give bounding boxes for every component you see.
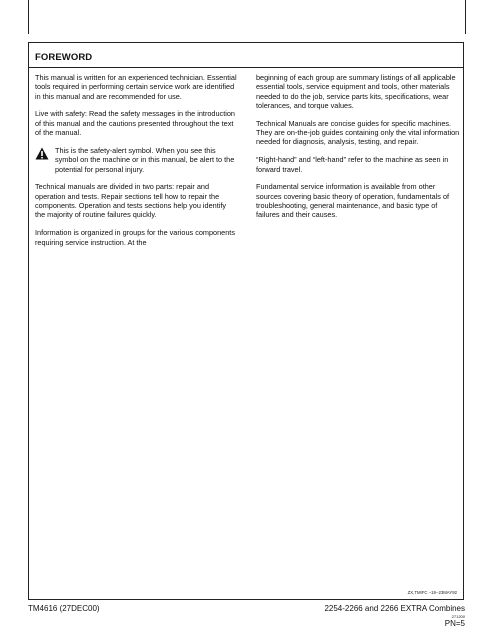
paragraph: This manual is written for an experienced technician. Essential tools required in performing certain service work are identified in this manual and are recommended for use.	[35, 73, 237, 101]
paragraph: “Right-hand” and “left-hand” refer to the machine as seen in forward travel.	[256, 155, 449, 174]
warning-triangle-icon	[35, 147, 49, 160]
paragraph: Live with safety: Read the safety messages in the introduction of this manual and the cautions presented throughout the text of the manual.	[35, 109, 235, 138]
footer-title: 2254-2266 and 2266 EXTRA Combines	[324, 604, 465, 613]
safety-alert	[35, 146, 237, 174]
paragraph: Technical Manuals are concise guides for specific machines. They are on-the-job guides containing only the vital information needed for diagnosis, analysis, testing, and repair.	[256, 118, 460, 147]
page-title: FOREWORD	[35, 52, 93, 63]
right-column	[256, 73, 460, 220]
left-column	[35, 73, 237, 247]
alert-text: This is the safety-alert symbol. When you see this symbol on the machine or in this manual, be alert to the potential for personal injury.	[55, 145, 235, 174]
title-divider	[29, 67, 463, 68]
footer-date-code: 271200	[451, 613, 465, 619]
footer-right	[324, 604, 465, 628]
page-number: PN=5	[444, 618, 465, 628]
top-frame	[28, 0, 466, 34]
paragraph: Information is organized in groups for the various components requiring service instruction. At the	[35, 228, 235, 247]
paragraph: Technical manuals are divided in two parts: repair and operation and tests. Repair sections tell how to repair the components. Operation and tests sections help you identify the majority of routine failures quickly.	[35, 182, 227, 220]
paragraph: beginning of each group are summary listings of all applicable essential tools, service equipment and tools, other materials needed to do the job, service parts kits, specifications, wear tolerances, and torque values.	[256, 73, 456, 110]
footer-manual-id: TM4616 (27DEC00)	[28, 604, 100, 613]
document-code: ZX,TMIFC −19−23MAY92	[407, 590, 457, 595]
foreword-panel	[28, 42, 464, 600]
paragraph: Fundamental service information is available from other sources covering basic theory of operation, fundamentals of troubleshooting, general maintenance, and basic type of failures and their causes.	[256, 182, 450, 220]
